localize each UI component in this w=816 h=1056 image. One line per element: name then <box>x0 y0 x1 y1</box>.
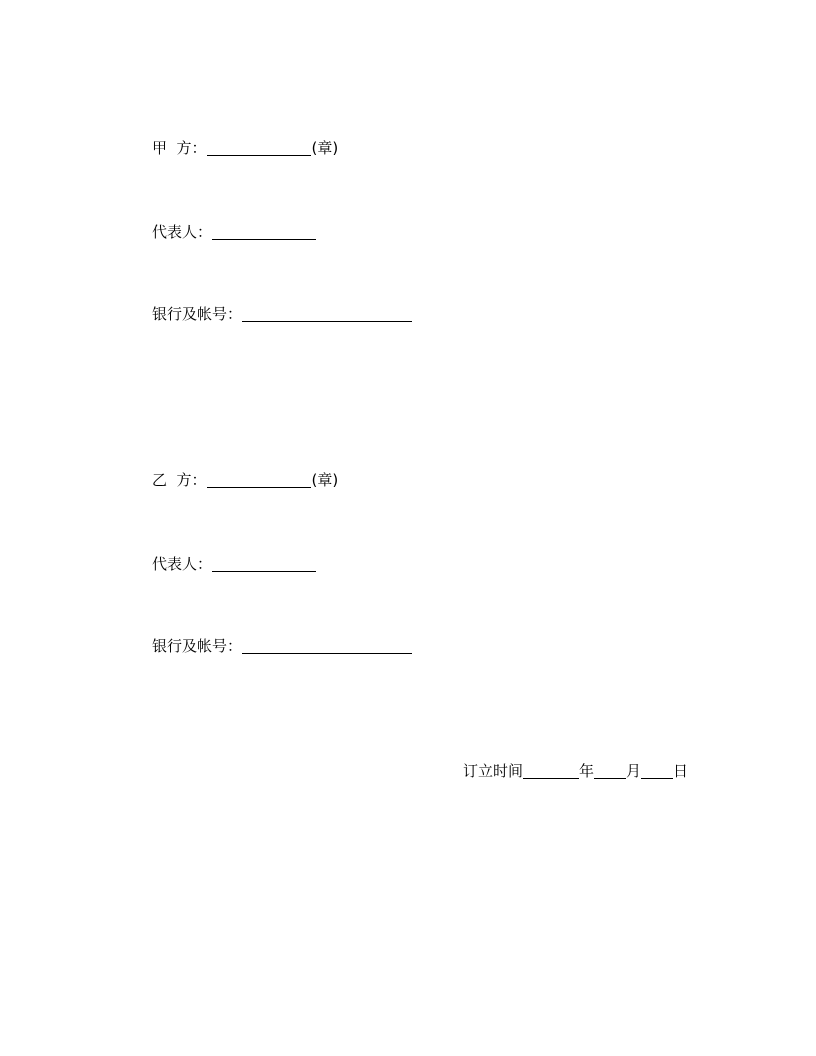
party-b-bank-label: 银行及帐号： <box>152 637 243 655</box>
signing-day-blank[interactable] <box>641 763 673 779</box>
party-b-row <box>152 470 338 490</box>
year-label: 年 <box>579 762 595 780</box>
party-a-seal-label: (章) <box>311 139 339 157</box>
party-a-bank-row <box>152 304 412 324</box>
party-a-name-blank[interactable] <box>207 140 311 156</box>
party-a-representative-label: 代表人： <box>152 223 213 241</box>
party-b-name-blank[interactable] <box>207 472 311 488</box>
signing-month-blank[interactable] <box>594 763 626 779</box>
party-b-representative-label: 代表人： <box>152 555 213 573</box>
signing-date-row <box>463 761 688 781</box>
day-label: 日 <box>673 762 689 780</box>
signing-date-label: 订立时间 <box>463 762 524 780</box>
party-b-label: 乙 方： <box>152 471 207 489</box>
party-a-representative-row <box>152 222 316 242</box>
party-a-bank-label: 银行及帐号： <box>152 305 243 323</box>
party-a-representative-blank[interactable] <box>212 224 316 240</box>
party-a-row <box>152 138 338 158</box>
party-b-representative-blank[interactable] <box>212 556 316 572</box>
party-a-label: 甲 方： <box>152 139 207 157</box>
party-b-seal-label: (章) <box>311 471 339 489</box>
signing-year-blank[interactable] <box>523 763 579 779</box>
party-b-bank-blank[interactable] <box>242 638 412 654</box>
party-b-bank-row <box>152 636 412 656</box>
party-b-representative-row <box>152 554 316 574</box>
party-a-bank-blank[interactable] <box>242 306 412 322</box>
month-label: 月 <box>626 762 642 780</box>
